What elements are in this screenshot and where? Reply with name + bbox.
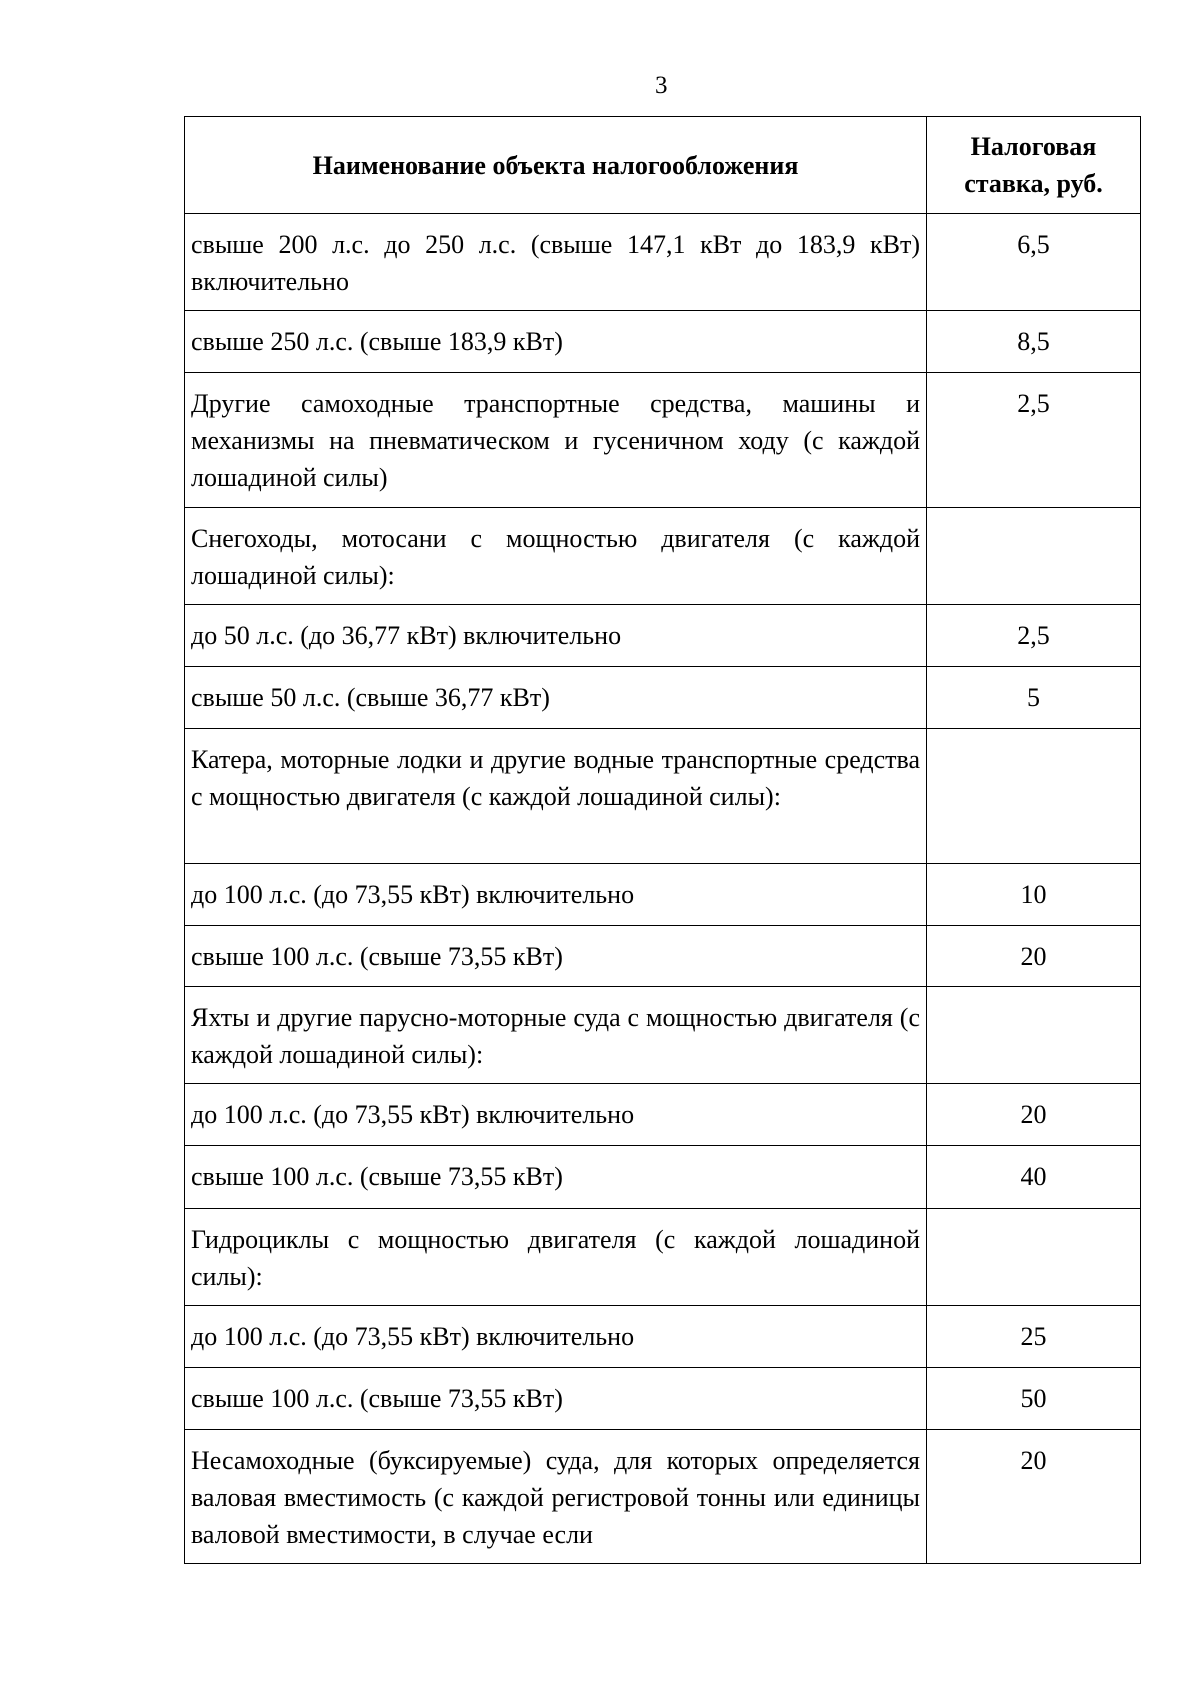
tax-rate: 2,5 [927, 605, 1141, 667]
tax-rate [927, 729, 1141, 864]
page-number: 3 [655, 72, 668, 99]
tax-rate-table [184, 116, 1141, 1564]
tax-rate: 2,5 [927, 373, 1141, 508]
object-name: Несамоходные (буксируемые) суда, для которых определяется валовая вместимость (с каждой регистровой тонны или единицы валовой вместимости, в случае если [185, 1430, 927, 1564]
tax-rate: 50 [927, 1368, 1141, 1430]
object-name: свыше 250 л.с. (свыше 183,9 кВт) [185, 311, 927, 373]
tax-rate: 20 [927, 1084, 1141, 1146]
object-name: Другие самоходные транспортные средства, машины и механизмы на пневматическом и гусеничном ходу (с каждой лошадиной силы) [185, 373, 927, 508]
tax-rate: 20 [927, 1430, 1141, 1564]
tax-rate: 8,5 [927, 311, 1141, 373]
tax-rate [927, 987, 1141, 1084]
tax-rate [927, 508, 1141, 605]
object-name: до 100 л.с. (до 73,55 кВт) включительно [185, 1306, 927, 1368]
table-row [185, 729, 1141, 864]
object-name: Катера, моторные лодки и другие водные транспортные средства с мощностью двигателя (с каждой лошадиной силы): [185, 729, 927, 864]
object-name: Снегоходы, мотосани с мощностью двигателя (с каждой лошадиной силы): [185, 508, 927, 605]
table-row [185, 1306, 1141, 1368]
table-row [185, 373, 1141, 508]
object-name: Яхты и другие парусно-моторные суда с мощностью двигателя (с каждой лошадиной силы): [185, 987, 927, 1084]
tax-rate: 5 [927, 667, 1141, 729]
object-name: свыше 100 л.с. (свыше 73,55 кВт) [185, 1368, 927, 1430]
object-name: свыше 50 л.с. (свыше 36,77 кВт) [185, 667, 927, 729]
object-name: свыше 100 л.с. (свыше 73,55 кВт) [185, 1146, 927, 1209]
table-row [185, 1209, 1141, 1306]
object-name: до 100 л.с. (до 73,55 кВт) включительно [185, 1084, 927, 1146]
table-row [185, 605, 1141, 667]
table-row [185, 1430, 1141, 1564]
header-object: Наименование объекта налогообложения [185, 117, 927, 214]
table-row [185, 1368, 1141, 1430]
table-row [185, 1084, 1141, 1146]
table-row [185, 311, 1141, 373]
tax-rate: 10 [927, 864, 1141, 926]
tax-rate: 25 [927, 1306, 1141, 1368]
object-name: до 50 л.с. (до 36,77 кВт) включительно [185, 605, 927, 667]
object-name: Гидроциклы с мощностью двигателя (с каждой лошадиной силы): [185, 1209, 927, 1306]
header-rate: Налоговая ставка, руб. [927, 117, 1141, 214]
object-name: свыше 100 л.с. (свыше 73,55 кВт) [185, 926, 927, 987]
table-row [185, 214, 1141, 311]
tax-rate: 20 [927, 926, 1141, 987]
table-row [185, 667, 1141, 729]
tax-rate [927, 1209, 1141, 1306]
table-row [185, 926, 1141, 987]
table-row [185, 508, 1141, 605]
table-row [185, 987, 1141, 1084]
object-name: свыше 200 л.с. до 250 л.с. (свыше 147,1 кВт до 183,9 кВт) включительно [185, 214, 927, 311]
tax-rate: 40 [927, 1146, 1141, 1209]
table-row [185, 1146, 1141, 1209]
object-name: до 100 л.с. (до 73,55 кВт) включительно [185, 864, 927, 926]
tax-rate: 6,5 [927, 214, 1141, 311]
table-header-row [185, 117, 1141, 214]
table-row [185, 864, 1141, 926]
